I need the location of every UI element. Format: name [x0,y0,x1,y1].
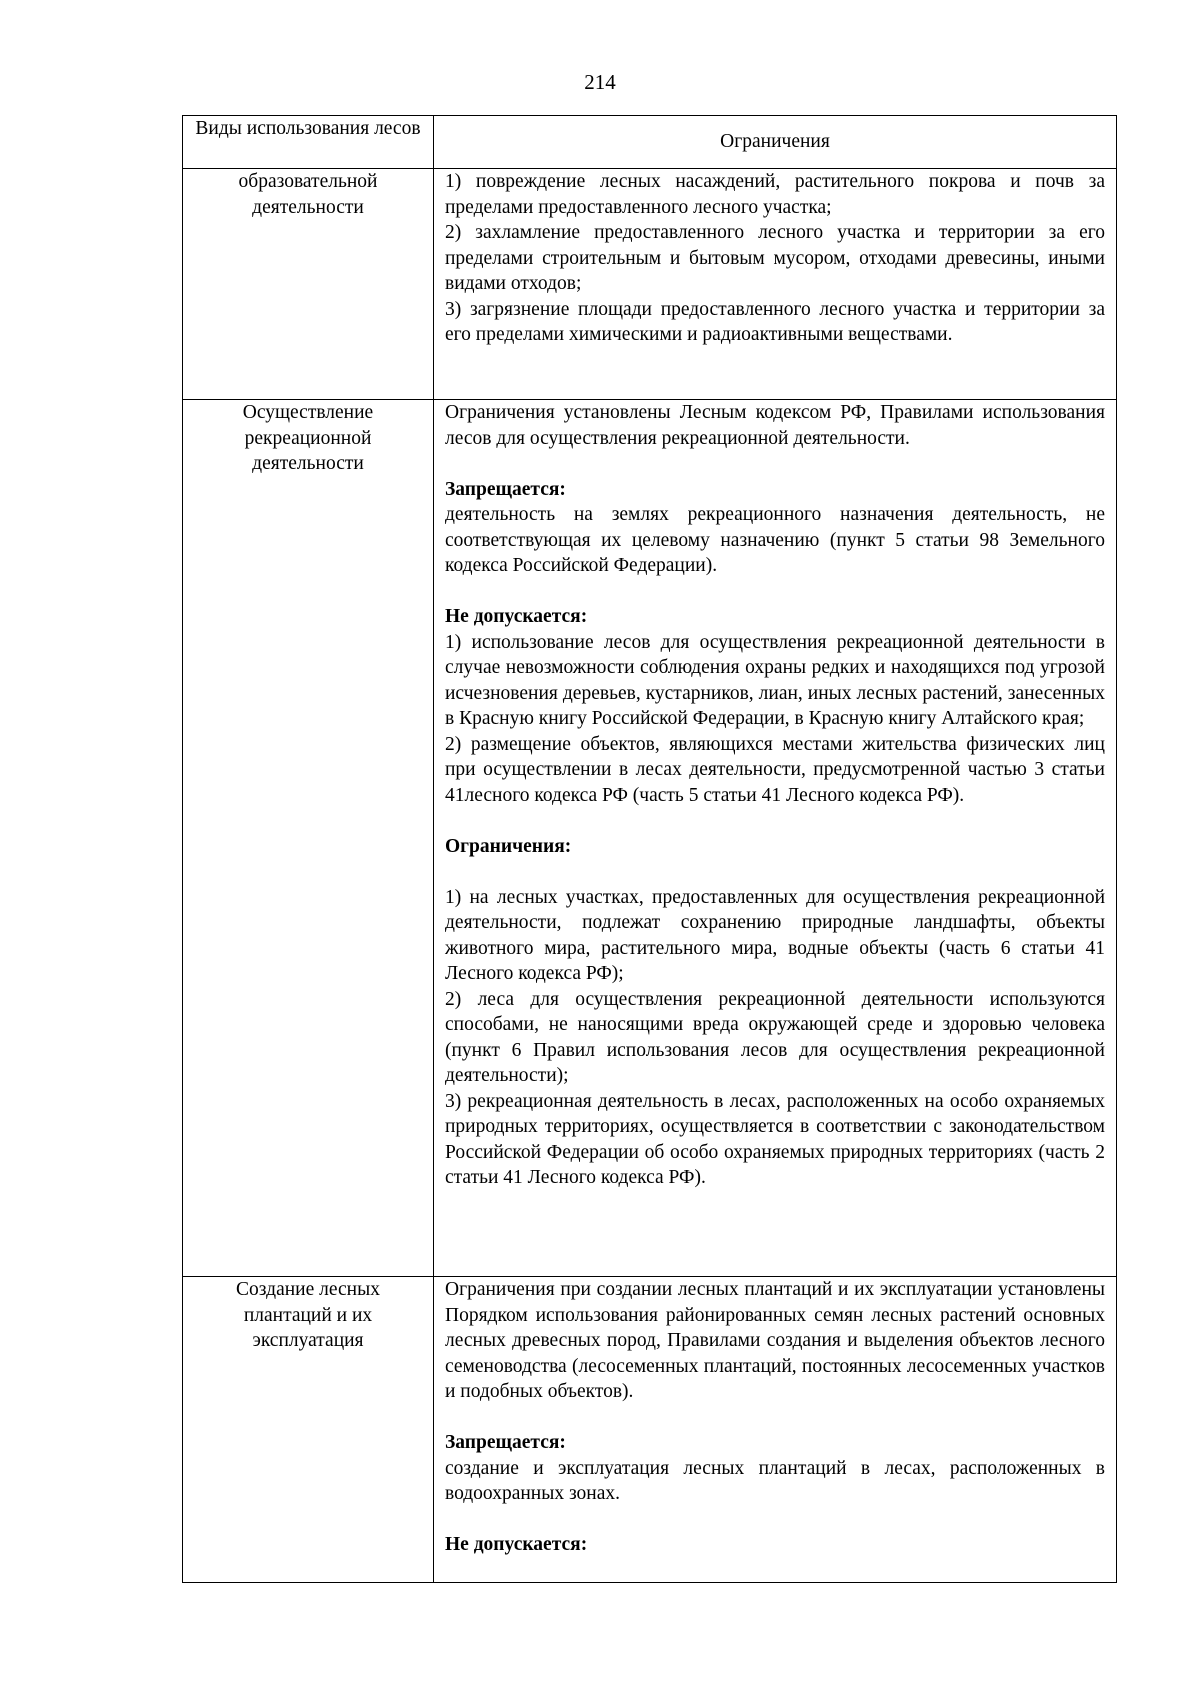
restriction-paragraph: 3) рекреационная деятельность в лесах, расположенных на особо охраняемых природных территориях, осуществляется в соответствии с законодательством Российской Федерации об особо охраняемых природных территориях (часть 2 статьи 41 Лесного кодекса РФ). [445,1090,1105,1188]
restriction-paragraph: 2) леса для осуществления рекреационной деятельности используются способами, не наносящими вреда окружающей среде и здоровью человека (пункт 6 Правил использования лесов для осуществления рекреационной деятельности); [445,988,1105,1086]
spacer [445,579,1105,605]
header-forest-use-types: Виды использования лесов [183,116,434,169]
table-row [183,400,1117,1277]
restriction-paragraph: деятельность на землях рекреационного назначения деятельность, не соответствующая их целевому назначению (пункт 5 статьи 98 Земельного кодекса Российской Федерации). [445,504,1105,576]
restrictions-cell [434,169,1117,400]
spacer [445,1507,1105,1533]
restriction-paragraph: 1) на лесных участках, предоставленных для осуществления рекреационной деятельности, подлежат сохранению природные ландшафты, объекты животного мира, растительного мира, водные объекты (часть 6 статьи 41 Лесного кодекса РФ); [445,886,1105,984]
restriction-paragraph: 3) загрязнение площади предоставленного лесного участка и территории за его пределами химическими и радиоактивными веществами. [445,298,1105,345]
section-heading: Запрещается: [445,478,566,500]
spacer [445,859,1105,885]
header-restrictions: Ограничения [434,116,1117,169]
section-heading: Не допускается: [445,606,588,627]
restrictions-table [182,115,1117,1583]
table-header-row [183,116,1117,169]
forest-use-type-cell: Осуществление рекреационной деятельности [183,400,434,1277]
section-heading: Запрещается: [445,1432,566,1453]
restriction-paragraph: 2) размещение объектов, являющихся местами жительства физических лиц при осуществлении в лесах деятельности, предусмотренной частью 3 статьи 41лесного кодекса РФ (часть 5 статьи 41 Лесного кодекса РФ). [445,733,1105,806]
spacer [445,451,1105,477]
restriction-paragraph: создание и эксплуатация лесных плантаций в лесах, расположенных в водоохранных зонах. [445,1457,1105,1504]
restriction-paragraph: Ограничения установлены Лесным кодексом РФ, Правилами использования лесов для осуществления рекреационной деятельности. [445,402,1105,449]
restriction-paragraph: 1) использование лесов для осуществления рекреационной деятельности в случае невозможности соблюдения охраны редких и находящихся под угрозой исчезновения деревьев, кустарников, лиан, иных лесных растений, занесенных в Красную книгу Российской Федерации, в Красную книгу Алтайского края; [445,631,1105,729]
forest-use-type-cell: Создание лесных плантаций и их эксплуатация [183,1277,434,1583]
spacer [445,808,1105,834]
section-heading: Не допускается: [445,1534,588,1555]
page-number: 214 [584,70,616,94]
restriction-paragraph: Ограничения при создании лесных плантаций и их эксплуатации установлены Порядком использования районированных семян лесных растений основных лесных древесных пород, Правилами создания и выделения объектов лесного семеноводства (лесосеменных плантаций, постоянных лесосеменных участков и подобных объектов). [445,1279,1105,1402]
table-row [183,169,1117,400]
section-heading: Ограничения: [445,835,572,857]
forest-use-type-cell: образовательной деятельности [183,169,434,400]
restriction-paragraph: 2) захламление предоставленного лесного участка и территории за его пределами строительным и бытовым мусором, отходами древесины, иными видами отходов; [445,222,1105,294]
spacer [445,1405,1105,1431]
restrictions-cell [434,400,1117,1277]
restrictions-cell [434,1277,1117,1583]
restriction-paragraph: 1) повреждение лесных насаждений, растительного покрова и почв за пределами предоставленного лесного участка; [445,171,1105,218]
table-row [183,1277,1117,1583]
